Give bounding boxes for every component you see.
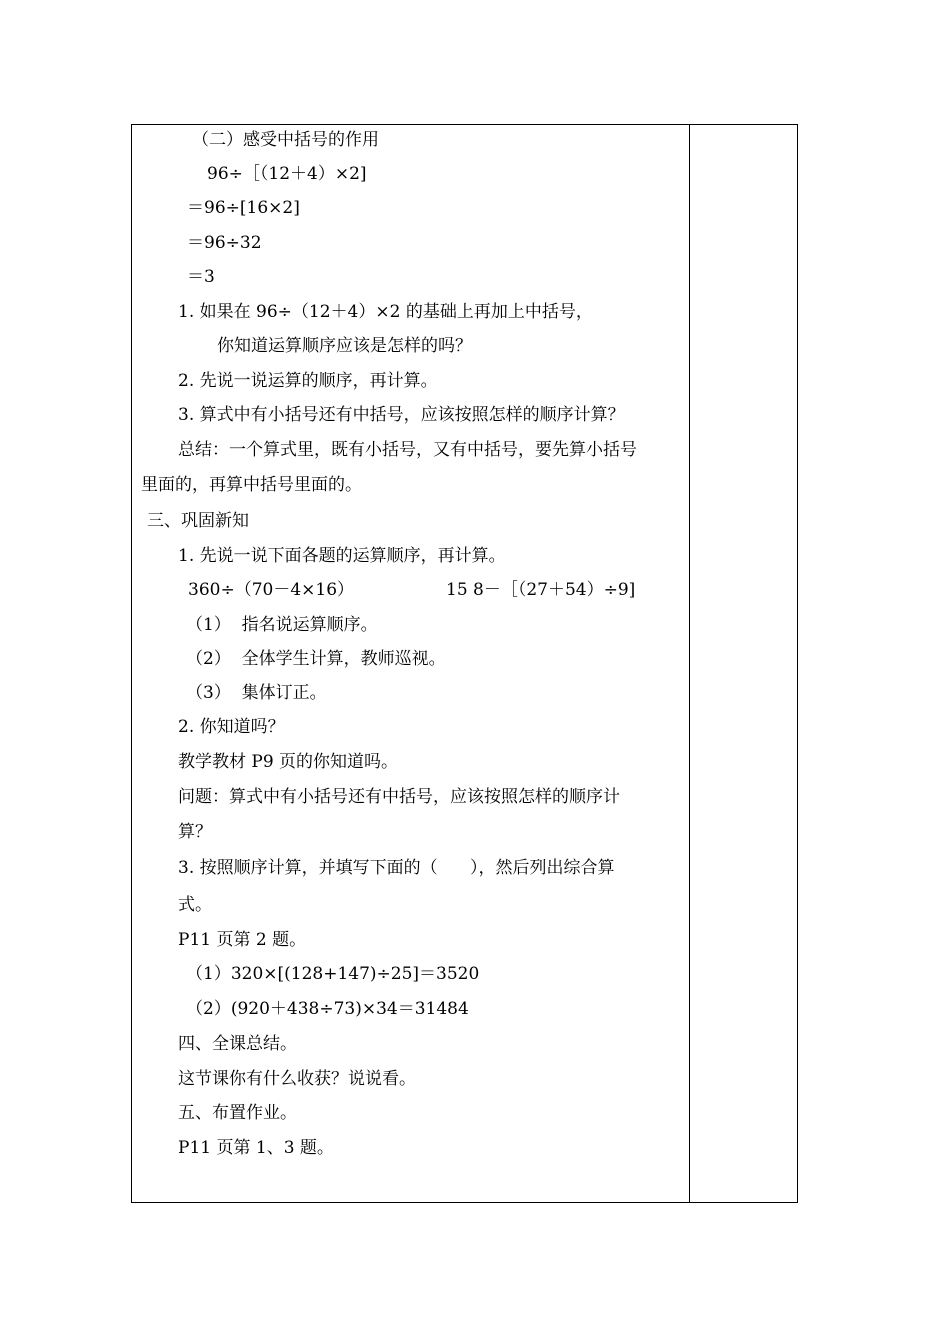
summary-cont: 里面的，再算中括号里面的。 <box>141 475 362 495</box>
page-ref: P11 页第 2 题。 <box>178 930 307 950</box>
problem: 问题：算式中有小括号还有中括号，应该按照怎样的顺序计 <box>178 787 620 807</box>
problem-cont: 算？ <box>178 822 212 842</box>
reflection: 这节课你有什么收获？说说看。 <box>178 1069 416 1089</box>
section-heading-3: 三、巩固新知 <box>147 511 249 531</box>
exercise-3: 3. 按照顺序计算，并填写下面的（ ），然后列出综合算 <box>178 858 615 878</box>
homework: P11 页第 1、3 题。 <box>178 1138 334 1158</box>
math-line: ＝96÷[16×2] <box>187 198 300 218</box>
question-1: 1. 如果在 96÷（12＋4）×2 的基础上再加上中括号， <box>178 302 593 322</box>
textbook-note: 教学教材 P9 页的你知道吗。 <box>178 752 399 772</box>
section-heading-5: 五、布置作业。 <box>178 1103 297 1123</box>
section-heading-4: 四、全课总结。 <box>178 1034 297 1054</box>
expression-b: 15 8－［（27＋54）÷9] <box>446 580 636 600</box>
answer-2: （2）(920＋438÷73)×34＝31484 <box>186 999 469 1019</box>
math-line: 96÷［（12＋4）×2] <box>207 164 367 184</box>
math-line: ＝96÷32 <box>187 233 262 253</box>
exercise-3-cont: 式。 <box>178 895 212 915</box>
question-3: 3. 算式中有小括号还有中括号，应该按照怎样的顺序计算？ <box>178 405 625 425</box>
exercise-2: 2. 你知道吗？ <box>178 717 285 737</box>
step-1: （1） 指名说运算顺序。 <box>186 615 378 635</box>
expression-a: 360÷（70－4×16） <box>188 580 355 600</box>
exercise-1: 1. 先说一说下面各题的运算顺序，再计算。 <box>178 546 506 566</box>
question-2: 2. 先说一说运算的顺序，再计算。 <box>178 371 438 391</box>
section-heading-2: （二）感受中括号的作用 <box>192 130 379 150</box>
step-3: （3） 集体订正。 <box>186 683 327 703</box>
summary: 总结：一个算式里，既有小括号，又有中括号，要先算小括号 <box>178 440 637 460</box>
column-divider <box>689 125 690 1202</box>
step-2: （2） 全体学生计算，教师巡视。 <box>186 649 446 669</box>
answer-1: （1）320×[(128+147)÷25]＝3520 <box>186 964 480 984</box>
question-1-cont: 你知道运算顺序应该是怎样的吗？ <box>217 336 472 356</box>
math-line: ＝3 <box>187 267 215 287</box>
